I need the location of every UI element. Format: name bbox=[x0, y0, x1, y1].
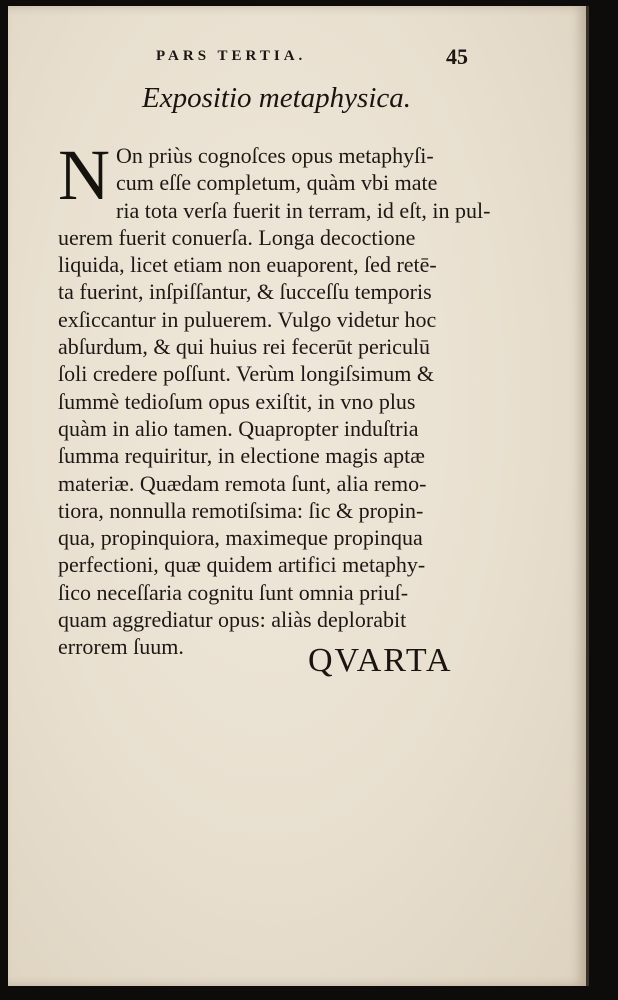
text-line: ſummè tedioſum opus exiſtit, in vno plus bbox=[58, 388, 416, 414]
text-line: ſumma requiritur, in electione magis aptæ bbox=[58, 443, 425, 469]
text-line: perfectioni, quæ quidem artifici metaphy- bbox=[58, 552, 426, 578]
text-line: quàm in alio tamen. Quapropter induſtria bbox=[58, 415, 419, 441]
text-line: exſiccantur in puluerem. Vulgo videtur hoc bbox=[58, 306, 437, 332]
page-number: 45 bbox=[446, 44, 468, 69]
text-line: liquida, licet etiam non euaporent, ſed retē- bbox=[58, 252, 437, 278]
text-line: ta fuerint, inſpiſſantur, & ſucceſſu temporis bbox=[58, 279, 432, 305]
drop-cap: N bbox=[58, 135, 110, 215]
body-text bbox=[58, 135, 498, 661]
running-head: PARS TERTIA. bbox=[156, 48, 307, 64]
section-title: Expositio metaphysica. bbox=[142, 82, 412, 114]
text-line: tiora, nonnulla remotiſsima: ſic & propin- bbox=[58, 497, 424, 523]
text-line: errorem ſuum. bbox=[58, 634, 184, 660]
page-header bbox=[8, 44, 586, 74]
text-line: On priùs cognoſces opus metaphyſi- bbox=[116, 143, 434, 168]
text-line: abſurdum, & qui huius rei fecerūt periculū bbox=[58, 334, 431, 360]
text-line: uerem fuerit conuerſa. Longa decoctione bbox=[58, 224, 416, 250]
text-line: ria tota verſa fuerit in terram, id eſt, in pul- bbox=[116, 197, 491, 223]
book-page bbox=[8, 6, 589, 986]
text-line: quam aggrediatur opus: aliàs deplorabit bbox=[58, 607, 407, 633]
text-line: cum eſſe completum, quàm vbi mate bbox=[116, 170, 438, 196]
text-line: ſico neceſſaria cognitu ſunt omnia priuſ- bbox=[58, 579, 409, 605]
text-line: materiæ. Quædam remota ſunt, alia remo- bbox=[58, 470, 427, 496]
text-line: ſoli credere poſſunt. Verùm longiſsimum & bbox=[58, 361, 434, 387]
text-line: qua, propinquiora, maximeque propinqua bbox=[58, 525, 423, 551]
catchword: QVARTA bbox=[308, 642, 453, 679]
